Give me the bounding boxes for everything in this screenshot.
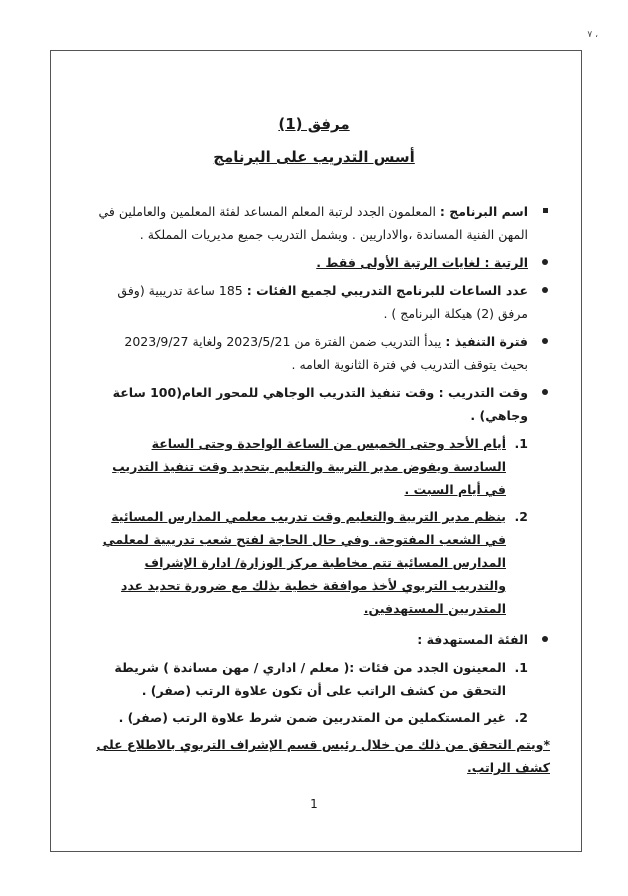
target-group-subitem bbox=[95, 656, 550, 702]
subitem-number: 1. bbox=[514, 436, 528, 451]
hours-item bbox=[95, 279, 550, 325]
corner-marks: ، ٧ bbox=[587, 30, 598, 40]
document-body bbox=[95, 200, 550, 779]
period-text: يبدأ التدريب ضمن الفترة من 2023/5/21 ولغاية 2023/9/27 بحيث يتوقف التدريب في فترة الثانوية العامه . bbox=[124, 334, 528, 372]
subitem-number: 1. bbox=[514, 660, 528, 675]
subitem-number: 2. bbox=[514, 710, 528, 725]
training-time-heading: وقت التدريب : وقت تنفيذ التدريب الوجاهي للمحور العام(100 ساعة وجاهي) . bbox=[112, 385, 528, 423]
hours-text: 185 ساعة تدريبية (وفق مرفق (2) هيكلة البرنامج ) . bbox=[117, 283, 528, 321]
program-name-item bbox=[95, 200, 550, 246]
training-time-item bbox=[95, 381, 550, 427]
bullet-icon bbox=[542, 259, 548, 265]
subitem-text: ينظم مدير التربية والتعليم وقت تدريب معلمي المدارس المسائية في الشعب المفتوحة. وفي حال الحاجة لفتح شعب تدريبية لمعلمي المدارس المسائية تتم مخاطبة مركز الوزارة/ ادارة الإشراف والتدريب التربوي لأخذ موافقة خطية بذلك مع ضرورة تحديد عدد المتدربين المستهدفين. bbox=[102, 509, 506, 616]
page-title: مرفق (1) bbox=[278, 115, 350, 133]
bullet-icon bbox=[542, 287, 548, 293]
square-bullet-icon bbox=[543, 208, 548, 213]
verification-note: *ويتم التحقق من ذلك من خلال رئيس قسم الإشراف التربوي بالاطلاع على كشف الراتب. bbox=[96, 737, 550, 775]
rank-text: الرتبة : لغايات الرتبة الأولى فقط . bbox=[316, 255, 528, 270]
subitem-text: غير المستكملين من المتدربين ضمن شرط علاوة الرتب (صفر) . bbox=[118, 710, 506, 725]
subitem-text: أيام الأحد وحتى الخميس من الساعة الواحدة وحتى الساعة السادسة ويفوض مدير التربية والتعليم بتحديد وقت تنفيذ التدريب في أيام السبت . bbox=[112, 436, 506, 497]
page-subtitle: أسس التدريب على البرنامج bbox=[213, 148, 415, 166]
program-text: المعلمون الجدد لرتبة المعلم المساعد لفئة المعلمين والعاملين في المهن الفنية المساندة ،والاداريين . ويشمل التدريب جميع مديريات المملكة . bbox=[98, 204, 528, 242]
page-number: 1 bbox=[310, 797, 318, 811]
subitem-text: المعينون الجدد من فئات :( معلم / اداري / مهن مساندة ) شريطة التحقق من كشف الراتب على أن تكون علاوة الرتب (صفر) . bbox=[114, 660, 506, 698]
training-time-subitem bbox=[95, 432, 550, 501]
period-item bbox=[95, 330, 550, 376]
bullet-icon bbox=[542, 338, 548, 344]
target-group-heading: الفئة المستهدفة : bbox=[417, 632, 528, 647]
bullet-icon bbox=[542, 636, 548, 642]
rank-item bbox=[95, 251, 550, 274]
training-time-subitem bbox=[95, 505, 550, 620]
program-label: اسم البرنامج : bbox=[439, 204, 528, 219]
bullet-icon bbox=[542, 389, 548, 395]
period-label: فترة التنفيذ : bbox=[445, 334, 528, 349]
target-group-subitem bbox=[95, 706, 550, 729]
subitem-number: 2. bbox=[514, 509, 528, 524]
target-group-item bbox=[95, 628, 550, 651]
hours-label: عدد الساعات للبرنامج التدريبي لجميع الفئات : bbox=[246, 283, 528, 298]
